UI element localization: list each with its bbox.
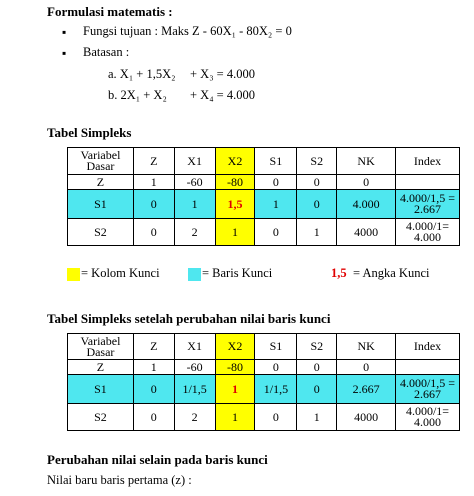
constraint-b-rhs: + X₄ = 4.000 (190, 88, 255, 102)
cell: 1 (215, 219, 255, 246)
cell: 0 (297, 360, 337, 375)
yellow-legend-swatch (67, 268, 80, 281)
table-row (68, 219, 460, 246)
formulasi-heading: Formulasi matematis : (47, 4, 173, 19)
cell: 1 (133, 175, 174, 190)
header-cell: S2 (297, 148, 337, 175)
cell: Z (68, 175, 134, 190)
cell: 0 (297, 190, 337, 219)
cell: 0 (133, 219, 174, 246)
cell: S2 (68, 404, 134, 431)
cell: 0 (297, 375, 337, 404)
cell: 2.667 (337, 375, 396, 404)
cell: 4000 (337, 219, 396, 246)
fungsi-tujuan: Fungsi tujuan : Maks Z - 60X₁ - 80X₂ = 0 (83, 24, 292, 38)
cell: 0 (133, 190, 174, 219)
cell: 1/1,5 (174, 375, 215, 404)
cell: S1 (68, 190, 134, 219)
header-cell: NK (337, 148, 396, 175)
table-row (68, 360, 460, 375)
cell: 4.000/1= 4.000 (396, 219, 460, 246)
table1-title: Tabel Simpleks (47, 125, 132, 140)
table-row-key-row (68, 190, 460, 219)
cell: 4.000 (337, 190, 396, 219)
cell: 0 (255, 219, 297, 246)
table2-title: Tabel Simpleks setelah perubahan nilai baris kunci (47, 311, 331, 326)
header-cell: Variabel Dasar (68, 148, 134, 175)
cell: 1/1,5 (255, 375, 297, 404)
table-header-row (68, 148, 460, 175)
cell: S1 (68, 375, 134, 404)
cell: S2 (68, 219, 134, 246)
header-cell: X1 (174, 334, 215, 360)
cell: 1 (297, 404, 337, 431)
legend-baris-kunci: = Baris Kunci (202, 266, 273, 280)
cell: 0 (337, 175, 396, 190)
cell: 0 (255, 360, 297, 375)
cell (396, 175, 460, 190)
cell: -80 (215, 175, 255, 190)
cell: 1 (297, 219, 337, 246)
constraint-b-lhs: b. 2X₁ + X₂ (108, 88, 167, 102)
header-cell: Variabel Dasar (68, 334, 134, 360)
cell: 4.000/1,5 = 2.667 (396, 190, 460, 219)
constraint-a-rhs: + X₃ = 4.000 (190, 67, 255, 81)
cell: 0 (133, 375, 174, 404)
header-cell: Z (133, 334, 174, 360)
bullet-icon: ▪ (62, 46, 67, 60)
header-cell: X1 (174, 148, 215, 175)
simplex-table-1 (67, 147, 460, 246)
table-row-key-row (68, 375, 460, 404)
cell: 0 (133, 404, 174, 431)
table-row (68, 175, 460, 190)
cell: 1 (215, 404, 255, 431)
cell: -80 (215, 360, 255, 375)
cell: -60 (174, 360, 215, 375)
header-cell: S1 (255, 148, 297, 175)
header-cell-key-column: X2 (215, 148, 255, 175)
header-cell-key-column: X2 (215, 334, 255, 360)
header-cell: Index (396, 148, 460, 175)
batasan-label: Batasan : (83, 45, 130, 59)
legend-angka-value: 1,5 (331, 266, 347, 280)
key-number-cell: 1 (215, 375, 255, 404)
nilai-baru-text: Nilai baru baris pertama (z) : (47, 473, 192, 487)
cell: -60 (174, 175, 215, 190)
cyan-legend-swatch (188, 268, 201, 281)
bullet-icon: ▪ (62, 25, 67, 39)
header-cell: NK (337, 334, 396, 360)
header-cell: S2 (297, 334, 337, 360)
cell: 0 (255, 175, 297, 190)
header-cell: S1 (255, 334, 297, 360)
cell: 2 (174, 219, 215, 246)
cell: Z (68, 360, 134, 375)
table-header-row (68, 334, 460, 360)
key-number-cell: 1,5 (215, 190, 255, 219)
legend-kolom-kunci: = Kolom Kunci (81, 266, 160, 280)
cell: 0 (255, 404, 297, 431)
cell: 0 (337, 360, 396, 375)
simplex-table-2 (67, 333, 460, 431)
cell: 1 (174, 190, 215, 219)
cell (396, 360, 460, 375)
constraint-a-lhs: a. X₁ + 1,5X₂ (108, 67, 176, 81)
cell: 4000 (337, 404, 396, 431)
header-cell: Index (396, 334, 460, 360)
cell: 4.000/1= 4.000 (396, 404, 460, 431)
cell: 4.000/1,5 = 2.667 (396, 375, 460, 404)
cell: 2 (174, 404, 215, 431)
cell: 1 (133, 360, 174, 375)
cell: 1 (255, 190, 297, 219)
table-row (68, 404, 460, 431)
header-cell: Z (133, 148, 174, 175)
cell: 0 (297, 175, 337, 190)
perubahan-heading: Perubahan nilai selain pada baris kunci (47, 452, 268, 467)
legend-angka-kunci: = Angka Kunci (353, 266, 430, 280)
